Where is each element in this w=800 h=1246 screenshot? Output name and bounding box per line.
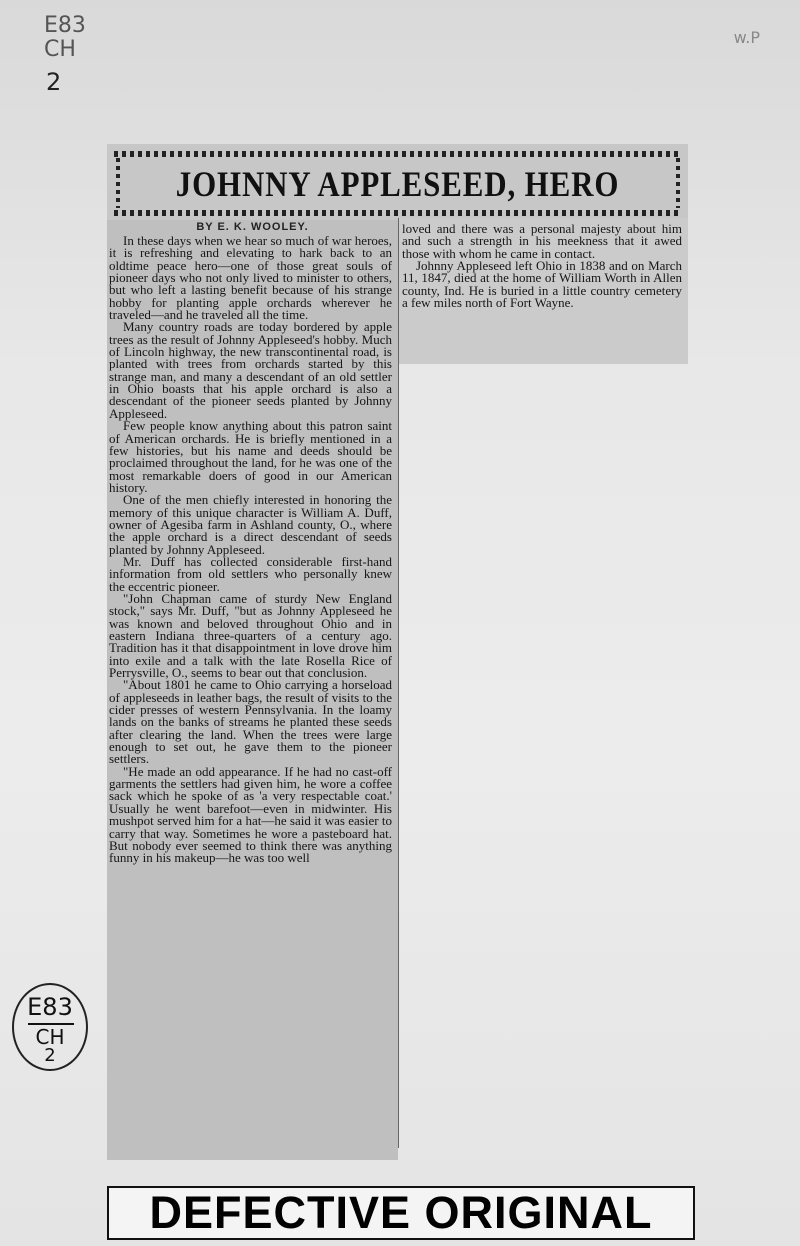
ornamental-border-top xyxy=(114,151,681,157)
paragraph: loved and there was a personal majesty about him and such a strength in his meekness that it awed those with whom he came in contact. xyxy=(402,221,682,261)
ornamental-border-left xyxy=(116,158,120,208)
ornamental-border-right xyxy=(676,158,680,208)
catalog-line-2: CH xyxy=(35,1025,65,1049)
ornamental-border-bottom xyxy=(114,210,681,216)
paragraph: One of the men chiefly interested in honoring the memory of this unique character is William A. Duff, owner of Agesiba farm in Ashland county, O., where the apple orchard is a direct descendant of seeds planted by Johnny Appleseed. xyxy=(109,492,392,557)
paragraph: In these days when we hear so much of war heroes, it is refreshing and elevating to hark back to an oldtime peace hero—one of those great souls of pioneer days who not only lived to minister to others, but who left a lasting benefit because of his strange hobby for planting apple orchards wherever he traveled—and he traveled all the time. xyxy=(109,233,392,323)
article-right-column xyxy=(402,223,682,309)
top-right-mark: w.P xyxy=(733,28,760,47)
column-divider xyxy=(398,218,399,1148)
paragraph: Few people know anything about this patron saint of American orchards. He is briefly mentioned in a few histories, but his name and deeds should be proclaimed throughout the land, for he was one of the most remarkable doers of good in our American history. xyxy=(109,418,392,495)
defective-original-stamp: DEFECTIVE ORIGINAL xyxy=(107,1186,695,1240)
catalog-line-1: E83 xyxy=(27,993,73,1021)
paragraph: "About 1801 he came to Ohio carrying a horseload of appleseeds in leather bags, the result of visits to the cider presses of western Pennsylvania. In the loamy lands on the banks of streams he planted these seeds after clearing the land. When the trees were large enough to set out, he gave them to the pioneer settlers. xyxy=(109,677,392,767)
paragraph: Johnny Appleseed left Ohio in 1838 and on March 11, 1847, died at the home of William Worth in Allen county, Ind. He is buried in a little country cemetery a few miles north of Fort Wayne. xyxy=(402,258,682,311)
article-left-column xyxy=(109,235,392,865)
paragraph: "He made an odd appearance. If he had no cast-off garments the settlers had given him, he wore a coffee sack which he spoke of as 'a very respectable coat.' Usually he went barefoot—even in midwinter. His mushpot served him for a hat—he said it was easier to carry that way. Sometimes he wore a pasteboard hat. But nobody ever seemed to think there was anything funny in his makeup—he was too well xyxy=(109,763,392,866)
paragraph: Many country roads are today bordered by apple trees as the result of Johnny Appleseed's hobby. Much of Lincoln highway, the new transcontinental road, is planted with trees from orchards started by this strange man, and many a descendant of an old settler in Ohio boasts that his apple orchard is also a descendant of the pioneer seeds planted by Johnny Appleseed. xyxy=(109,319,392,421)
corner-code: E83 CH xyxy=(44,13,86,62)
catalog-line-3: 2 xyxy=(44,1045,56,1066)
catalog-label xyxy=(12,983,88,1071)
page-number: 2 xyxy=(46,68,62,96)
paragraph: "John Chapman came of sturdy New England stock," says Mr. Duff, "but as Johnny Appleseed he was known and beloved throughout Ohio and in eastern Indiana three-quarters of a century ago. Tradition has it that disappointment in love drove him into exile and a talk with the late Rosella Rice of Perrysville, O., seems to bear out that conclusion. xyxy=(109,590,392,681)
headline: JOHNNY APPLESEED, HERO xyxy=(175,164,620,204)
byline: BY E. K. WOOLEY. xyxy=(196,221,309,233)
paragraph: Mr. Duff has collected considerable first-hand information from old settlers who personally knew the eccentric pioneer. xyxy=(109,553,392,594)
